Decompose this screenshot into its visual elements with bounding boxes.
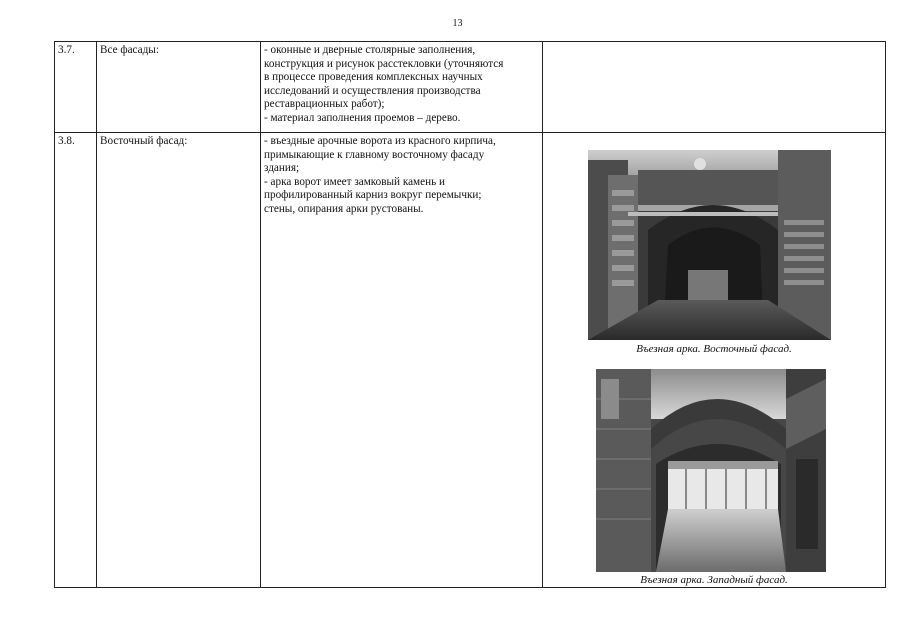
east-arch-photo (588, 150, 831, 340)
row-number: 3.8. (55, 133, 97, 588)
row-illustrations (543, 133, 886, 588)
requirements-table (54, 41, 886, 588)
row-description (261, 133, 543, 588)
row-description (261, 42, 543, 133)
west-arch-caption: Въезная арка. Западный фасад. (640, 574, 788, 586)
description-line: - арка ворот имеет замковый камень и (264, 175, 445, 188)
description-line: стены, опирания арки рустованы. (264, 202, 424, 215)
table-row (55, 42, 886, 133)
description-line: - материал заполнения проемов – дерево. (264, 111, 461, 124)
description-line: реставрационных работ); (264, 98, 385, 110)
description-line: конструкция и рисунок расстекловки (уточняются (264, 57, 504, 70)
row-title: Восточный фасад: (97, 133, 261, 588)
row-illustration-empty (543, 42, 886, 133)
row-title: Все фасады: (97, 42, 261, 133)
east-arch-caption: Въезная арка. Восточный фасад. (636, 343, 792, 355)
description-line: примыкающие к главному восточному фасаду (264, 148, 485, 161)
row-number: 3.7. (55, 42, 97, 133)
table-row (55, 133, 886, 588)
description-line: здания; (264, 162, 300, 174)
description-line: исследований и осуществления производства (264, 84, 481, 97)
page-number: 13 (452, 18, 463, 29)
west-arch-photo (596, 369, 826, 572)
description-line: профилированный карниз вокруг перемычки; (264, 189, 482, 201)
description-line: - оконные и дверные столярные заполнения, (264, 44, 476, 56)
description-line: - въездные арочные ворота из красного кирпича, (264, 135, 496, 147)
description-line: в процессе проведения комплексных научных (264, 71, 483, 83)
